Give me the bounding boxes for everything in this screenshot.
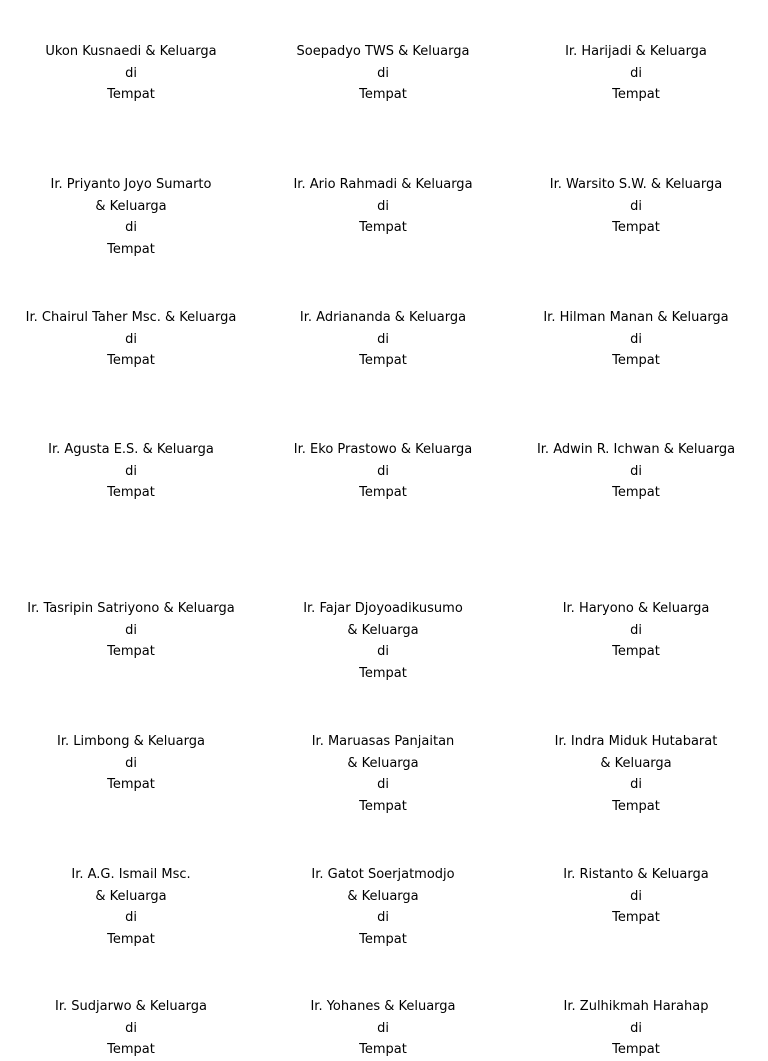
address-label — [511, 996, 761, 1061]
label-line: Tempat — [612, 1042, 660, 1057]
label-line: di — [377, 65, 389, 81]
address-label — [511, 731, 761, 817]
address-label — [511, 864, 761, 929]
label-line: di — [630, 1020, 642, 1036]
label-line: Tempat — [107, 644, 155, 659]
address-label — [258, 864, 508, 950]
label-line: Ir. Harijadi & Keluarga — [565, 44, 707, 59]
label-line: & Keluarga — [600, 755, 672, 771]
label-line: & Keluarga — [95, 198, 167, 214]
label-line: di — [630, 622, 642, 638]
label-line: di — [125, 463, 137, 479]
label-line: Ir. Haryono & Keluarga — [562, 601, 710, 616]
label-line: Tempat — [107, 87, 155, 102]
address-label — [511, 41, 761, 106]
address-label — [258, 731, 508, 817]
label-line: & Keluarga — [347, 888, 419, 904]
address-label — [6, 864, 256, 950]
label-line: di — [125, 65, 137, 81]
address-label — [6, 598, 256, 663]
label-line: Ir. Tasripin Satriyono & Keluarga — [27, 601, 235, 616]
label-line: di — [630, 198, 642, 214]
address-label — [258, 439, 508, 504]
label-line: Tempat — [107, 777, 155, 792]
label-line: di — [377, 331, 389, 347]
label-line: Tempat — [612, 485, 660, 500]
label-line: Tempat — [359, 1042, 407, 1057]
address-label — [511, 174, 761, 239]
label-line: Tempat — [107, 241, 155, 257]
label-line: Ir. Indra Miduk Hutabarat — [554, 734, 718, 749]
address-label — [258, 174, 508, 239]
label-line: Ukon Kusnaedi & Keluarga — [45, 44, 217, 59]
label-line: di — [630, 331, 642, 347]
label-line: Tempat — [359, 485, 407, 500]
label-line: Tempat — [359, 931, 407, 947]
label-line: Ir. Fajar Djoyoadikusumo — [303, 601, 463, 616]
label-line: Ir. Maruasas Panjaitan — [311, 734, 455, 749]
address-label — [6, 731, 256, 796]
address-label — [258, 598, 508, 684]
label-line: Tempat — [107, 353, 155, 368]
address-label — [511, 307, 761, 372]
label-line: Soepadyo TWS & Keluarga — [296, 44, 470, 59]
label-line: Tempat — [612, 87, 660, 102]
label-line: Tempat — [359, 665, 407, 681]
label-line: Ir. Yohanes & Keluarga — [310, 999, 456, 1014]
label-line: & Keluarga — [347, 622, 419, 638]
label-line: Tempat — [359, 220, 407, 235]
label-line: di — [630, 888, 642, 904]
label-line: Tempat — [107, 485, 155, 500]
label-line: Ir. Ristanto & Keluarga — [563, 867, 709, 882]
label-line: Ir. Eko Prastowo & Keluarga — [293, 442, 473, 457]
label-line: & Keluarga — [347, 755, 419, 771]
address-label — [6, 307, 256, 372]
label-line: Tempat — [107, 1042, 155, 1057]
label-line: Ir. Sudjarwo & Keluarga — [55, 999, 207, 1014]
label-line: Ir. Adriananda & Keluarga — [299, 310, 467, 325]
label-line: Tempat — [359, 87, 407, 102]
label-line: Tempat — [612, 910, 660, 925]
address-label — [6, 41, 256, 106]
label-line: Ir. Agusta E.S. & Keluarga — [48, 442, 214, 457]
label-line: di — [125, 331, 137, 347]
address-label — [511, 598, 761, 663]
label-line: Tempat — [612, 353, 660, 368]
label-line: di — [125, 622, 137, 638]
address-label — [258, 307, 508, 372]
label-line: & Keluarga — [95, 888, 167, 904]
label-line: di — [377, 1020, 389, 1036]
label-line: Ir. Zulhikmah Harahap — [563, 999, 709, 1014]
label-line: Tempat — [107, 931, 155, 947]
label-line: di — [630, 777, 642, 792]
address-label — [6, 439, 256, 504]
label-line: Ir. Priyanto Joyo Sumarto — [50, 177, 212, 192]
label-line: di — [125, 1020, 137, 1036]
label-line: di — [125, 755, 137, 771]
label-line: Ir. Ario Rahmadi & Keluarga — [293, 177, 473, 192]
label-line: Ir. Limbong & Keluarga — [57, 734, 205, 749]
label-line: Tempat — [612, 798, 660, 814]
label-line: di — [125, 910, 137, 925]
label-line: Ir. A.G. Ismail Msc. — [71, 867, 191, 882]
label-line: Tempat — [612, 220, 660, 235]
address-label — [6, 174, 256, 260]
label-line: di — [630, 65, 642, 81]
label-line: di — [377, 777, 389, 792]
label-line: Ir. Hilman Manan & Keluarga — [543, 310, 729, 325]
label-line: Tempat — [612, 644, 660, 659]
address-label — [6, 996, 256, 1061]
label-line: di — [377, 644, 389, 659]
label-line: di — [377, 198, 389, 214]
label-line: Ir. Warsito S.W. & Keluarga — [549, 177, 723, 192]
label-line: di — [630, 463, 642, 479]
address-label — [511, 439, 761, 504]
address-label — [258, 996, 508, 1061]
label-line: Ir. Gatot Soerjatmodjo — [311, 867, 455, 882]
label-line: Tempat — [359, 798, 407, 814]
label-line: Ir. Chairul Taher Msc. & Keluarga — [25, 310, 237, 325]
label-line: di — [125, 220, 137, 235]
label-line: Tempat — [359, 353, 407, 368]
address-label — [258, 41, 508, 106]
label-line: di — [377, 910, 389, 925]
label-line: Ir. Adwin R. Ichwan & Keluarga — [536, 442, 736, 457]
label-line: di — [377, 463, 389, 479]
